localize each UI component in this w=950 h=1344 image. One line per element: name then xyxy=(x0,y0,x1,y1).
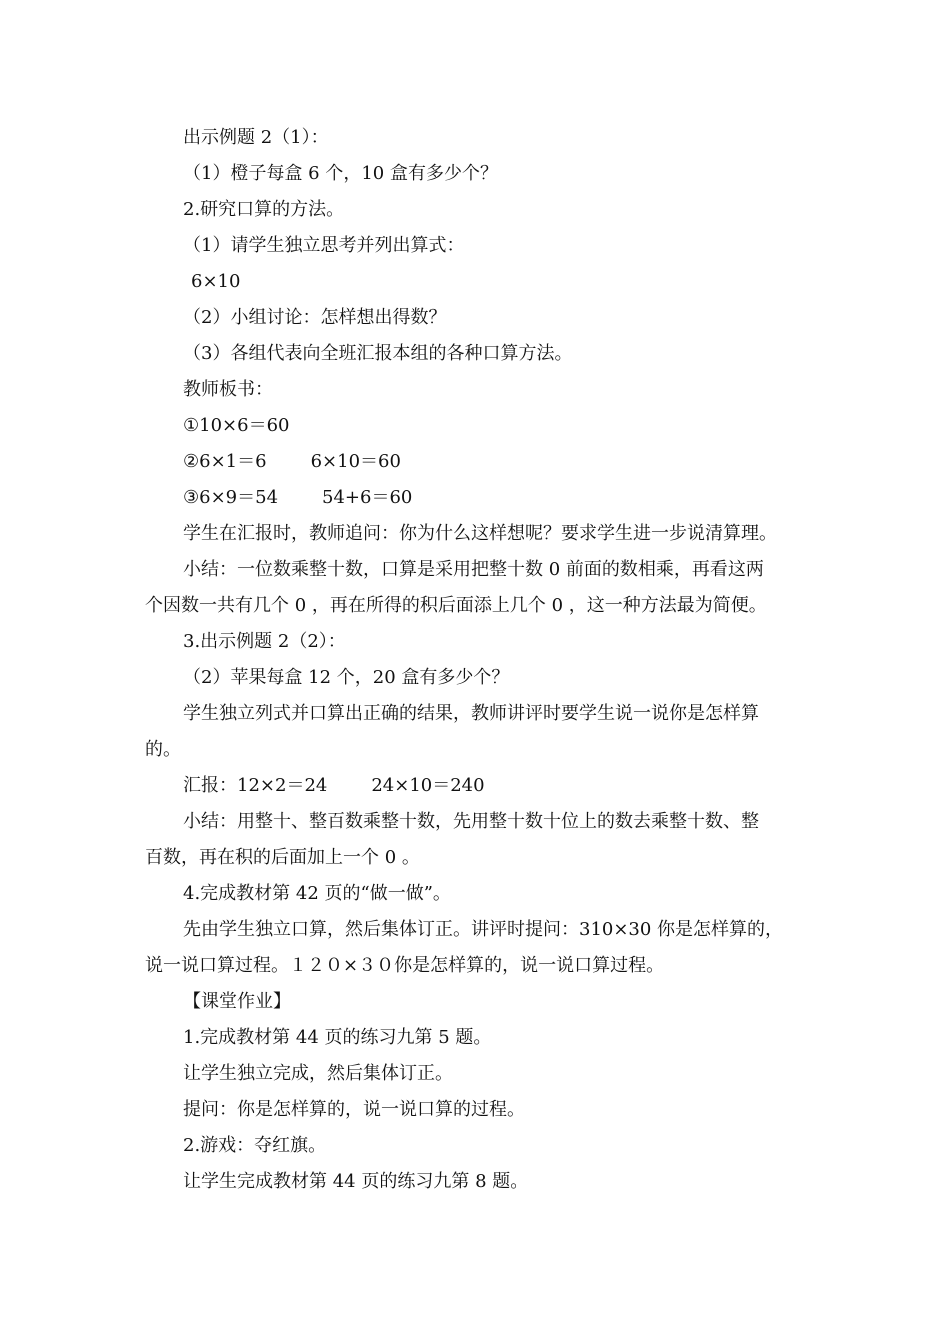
example-2-1-heading: 出示例题 2（1）： xyxy=(183,127,329,148)
teacher-board-label: 教师板书： xyxy=(183,379,273,400)
summary-2-line-2: 百数，再在积的后面加上一个 0 。 xyxy=(145,847,420,868)
classwork-item-1-note: 让学生独立完成，然后集体订正。 xyxy=(183,1063,453,1084)
independent-work-line-2: 的。 xyxy=(145,739,181,760)
summary-1-line-1: 小结：一位数乘整十数，口算是采用把整十数 0 前面的数相乘，再看这两 xyxy=(183,559,764,580)
correction-line-2: 说一说口算过程。１２０×３０你是怎样算的，说一说口算过程。 xyxy=(145,955,665,976)
classwork-question: 提问：你是怎样算的，说一说口算的过程。 xyxy=(183,1099,525,1120)
orange-problem: （1）橙子每盒 6 个，10 盒有多少个？ xyxy=(183,163,498,184)
apple-problem: （2）苹果每盒 12 个，20 盒有多少个？ xyxy=(183,667,510,688)
board-method-1: ①10×6＝60 xyxy=(183,415,290,436)
board-method-3 xyxy=(183,486,412,510)
independent-work-line-1: 学生独立列式并口算出正确的结果，教师讲评时要学生说一说你是怎样算 xyxy=(183,703,759,724)
report-line-a: 汇报：12×2＝24 xyxy=(183,775,328,796)
report-line-b: 24×10＝240 xyxy=(371,775,485,796)
step-2-text: （2）小组讨论：怎样想出得数？ xyxy=(183,307,447,328)
report-line xyxy=(183,774,485,798)
classwork-item-1: 1.完成教材第 44 页的练习九第 5 题。 xyxy=(183,1027,492,1048)
example-2-2-heading: 3.出示例题 2（2）： xyxy=(183,631,346,652)
board-method-2 xyxy=(183,450,401,474)
board-method-3-a: ③6×9＝54 xyxy=(183,487,279,508)
teacher-followup-text: 学生在汇报时，教师追问：你为什么这样想呢？要求学生进一步说清算理。 xyxy=(183,523,777,544)
correction-line-1: 先由学生独立口算，然后集体订正。讲评时提问：310×30 你是怎样算的， xyxy=(183,919,784,940)
section-2-heading: 2.研究口算的方法。 xyxy=(183,199,345,220)
board-method-2-b: 6×10＝60 xyxy=(310,451,401,472)
step-3-text: （3）各组代表向全班汇报本组的各种口算方法。 xyxy=(183,343,573,364)
step-1-text: （1）请学生独立思考并列出算式： xyxy=(183,235,465,256)
expression-6x10: 6×10 xyxy=(191,271,241,292)
classwork-item-2-note: 让学生完成教材第 44 页的练习九第 8 题。 xyxy=(183,1171,529,1192)
classwork-item-2: 2.游戏：夺红旗。 xyxy=(183,1135,327,1156)
section-4-heading: 4.完成教材第 42 页的“做一做”。 xyxy=(183,883,451,904)
board-method-3-b: 54+6＝60 xyxy=(322,487,413,508)
summary-1-line-2: 个因数一共有几个 0 ，再在所得的积后面添上几个 0 ，这一种方法最为简便。 xyxy=(145,595,767,616)
classwork-heading: 【课堂作业】 xyxy=(183,991,291,1012)
board-method-2-a: ②6×1＝6 xyxy=(183,451,267,472)
summary-2-line-1: 小结：用整十、整百数乘整十数，先用整十数十位上的数去乘整十数、整 xyxy=(183,811,759,832)
